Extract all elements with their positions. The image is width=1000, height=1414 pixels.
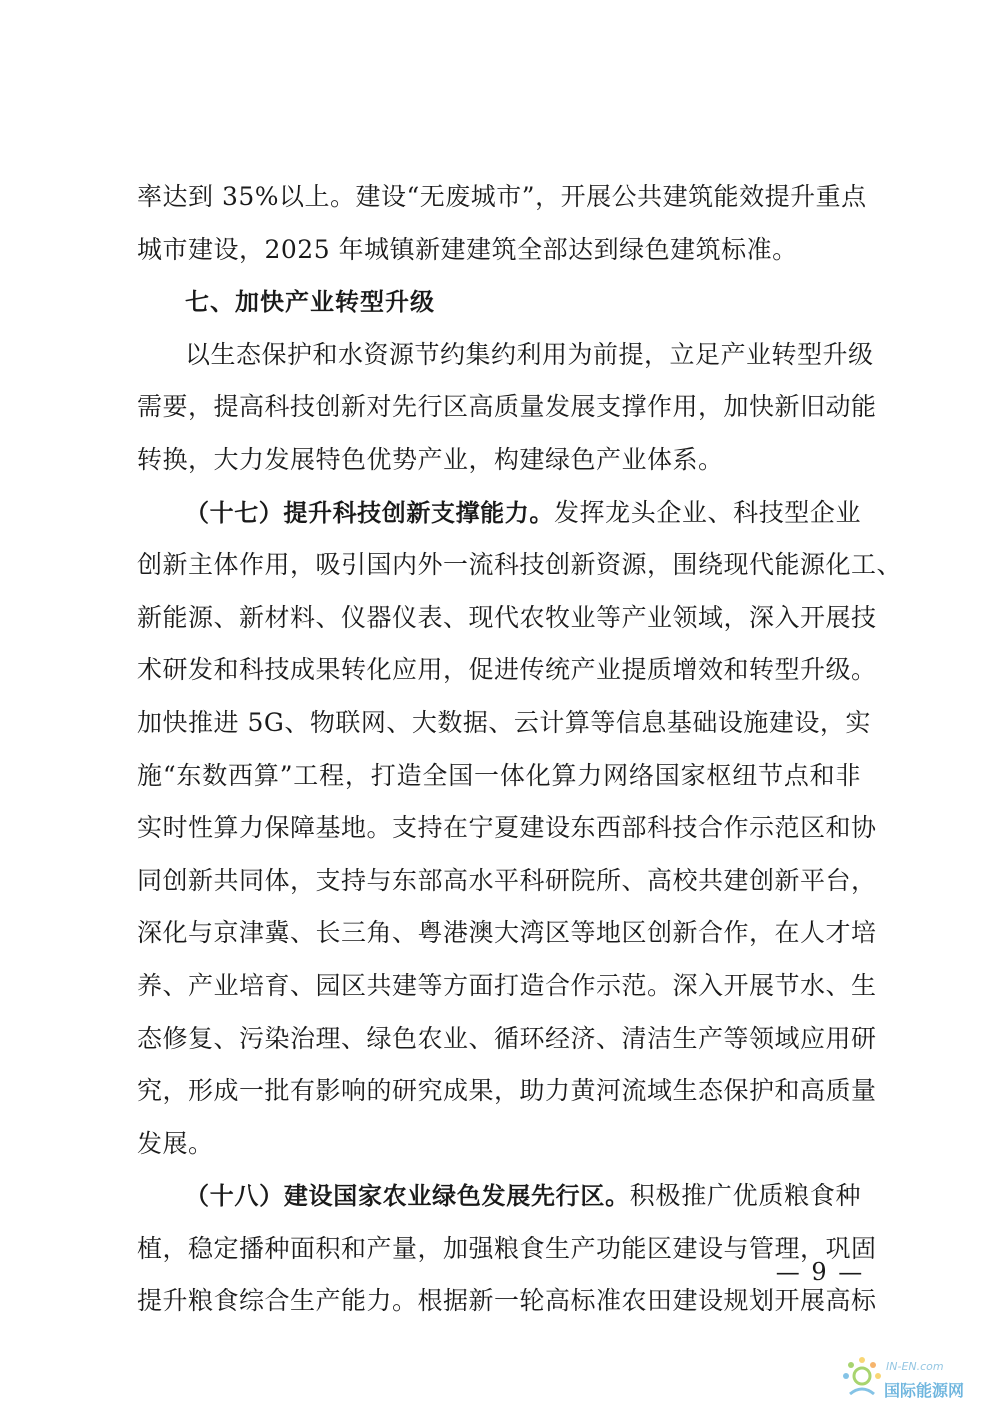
section-heading: 七、加快产业转型升级 — [185, 288, 435, 317]
text-line: 城市建设，2025 年城镇新建建筑全部达到绿色建筑标准。 — [137, 234, 798, 264]
text-line: 同创新共同体，支持与东部高水平科研院所、高校共建创新平台， — [137, 865, 877, 895]
text-line: 究，形成一批有影响的研究成果，助力黄河流域生态保护和高质量 — [137, 1076, 877, 1106]
item-17-first-line — [137, 487, 861, 540]
text-line: 加快推进 5G、物联网、大数据、云计算等信息基础设施建设，实 — [137, 707, 871, 737]
text-line: 态修复、污染治理、绿色农业、循环经济、清洁生产等领域应用研 — [137, 1023, 877, 1053]
text-line: 植，稳定播种面积和产量，加强粮食生产功能区建设与管理，巩固 — [137, 1233, 877, 1263]
text-line: 实时性算力保障基地。支持在宁夏建设东西部科技合作示范区和协 — [137, 813, 877, 843]
sun-flower-icon — [842, 1354, 882, 1404]
text-line: 创新主体作用，吸引国内外一流科技创新资源，围绕现代能源化工、 — [137, 550, 903, 580]
text-line: 以生态保护和水资源节约集约利用为前提，立足产业转型升级 — [185, 339, 874, 369]
item-17-title: （十七）提升科技创新支撑能力。 — [185, 498, 554, 527]
watermark-small-text: IN-EN.com — [886, 1360, 944, 1373]
watermark-text: 国际能源网 — [884, 1381, 965, 1400]
text-line: 深化与京津冀、长三角、粤港澳大湾区等地区创新合作，在人才培 — [137, 918, 877, 948]
text-line: 术研发和科技成果转化应用，促进传统产业提质增效和转型升级。 — [137, 655, 877, 685]
text-line: 需要，提高科技创新对先行区高质量发展支撑作用，加快新旧动能 — [137, 392, 877, 422]
text-line: 转换，大力发展特色优势产业，构建绿色产业体系。 — [137, 444, 724, 474]
item-18-first-line — [137, 1170, 861, 1223]
item-17-first-line-text: 发挥龙头企业、科技型企业 — [553, 497, 861, 527]
item-18-first-line-text: 积极推广优质粮食种 — [629, 1181, 861, 1211]
text-line: 养、产业培育、园区共建等方面打造合作示范。深入开展节水、生 — [137, 970, 877, 1000]
page-number: — 9 — — [775, 1258, 865, 1286]
document-page — [137, 171, 903, 1328]
text-line: 发展。 — [137, 1128, 214, 1158]
text-line: 提升粮食综合生产能力。根据新一轮高标准农田建设规划开展高标 — [137, 1286, 877, 1316]
text-line: 新能源、新材料、仪器仪表、现代农牧业等产业领域，深入开展技 — [137, 602, 877, 632]
watermark-logo — [842, 1350, 992, 1406]
text-line: 施“东数西算”工程，打造全国一体化算力网络国家枢纽节点和非 — [137, 760, 861, 790]
text-line: 率达到 35%以上。建设“无废城市”，开展公共建筑能效提升重点 — [137, 182, 867, 211]
item-18-title: （十八）建设国家农业绿色发展先行区。 — [185, 1182, 630, 1211]
